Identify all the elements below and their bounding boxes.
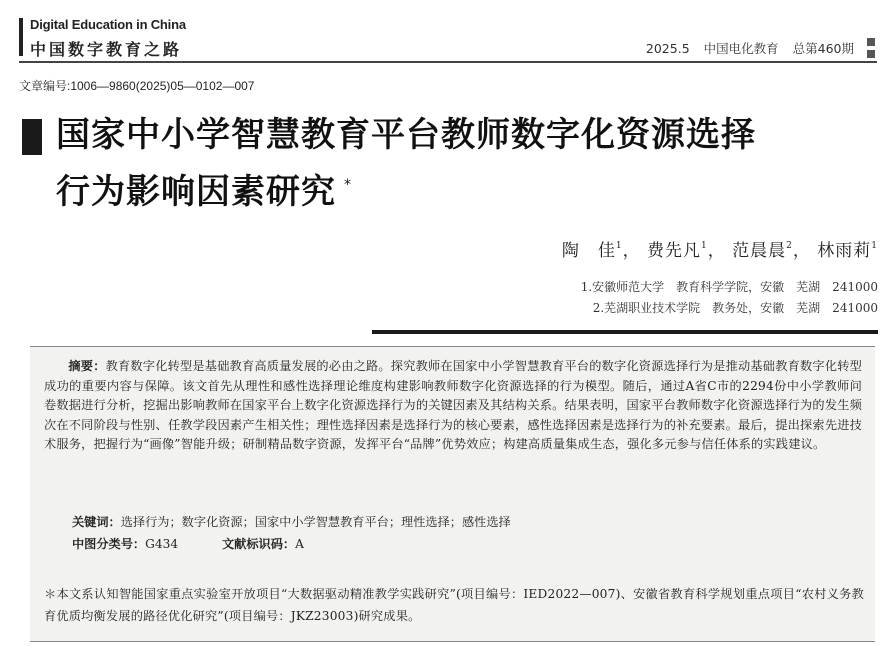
clc-code: G434 — [145, 537, 179, 551]
doc-code-label: 文献标识码： — [222, 537, 296, 551]
abstract — [44, 357, 862, 455]
doc-code: A — [295, 537, 304, 551]
abstract-label: 摘要： — [68, 359, 106, 373]
author-list — [562, 236, 878, 261]
title-footnote-mark: * — [344, 177, 352, 193]
funding-note: ＊本文系认知智能国家重点实验室开放项目“大数据驱动精准教学实践研究”(项目编号：IED2022—007)、安徽省教育科学规划重点项目“农村义务教育优质均衡发展的路径优化研究”(项目编号：JKZ23003)研究成果。 — [44, 587, 864, 623]
title-marker-block — [22, 119, 42, 155]
author-name: 范晨晨 — [732, 241, 787, 261]
keywords-text: 选择行为；数字化资源；国家中小学智慧教育平台；理性选择；感性选择 — [120, 515, 511, 529]
author-affil-mark: 1 — [700, 241, 708, 251]
issue-total: 总第460期 — [792, 41, 854, 56]
author-separator: ， — [622, 241, 641, 261]
keywords-label: 关键词： — [72, 515, 121, 529]
column-title: 中国数字教育之路 — [30, 40, 183, 59]
author-separator: ， — [707, 241, 726, 261]
affiliation-1: 1.安徽师范大学 教育科学学院，安徽 芜湖 241000 — [580, 280, 878, 294]
corner-mark-icon — [867, 38, 875, 58]
affiliation-2: 2.芜湖职业技术学院 教务处，安徽 芜湖 241000 — [592, 301, 878, 315]
clc-label: 中图分类号： — [72, 537, 146, 551]
author-affil-mark: 2 — [786, 241, 793, 251]
journal-name-cn: 中国电化教育 — [703, 41, 779, 56]
author-name: 费先凡 — [646, 241, 701, 261]
header-divider — [19, 61, 877, 63]
abstract-text: 教育数字化转型是基础教育高质量发展的必由之路。探究教师在国家中小学智慧教育平台的数字化资源选择行为是推动基础教育数字化转型成功的重要内容与保障。该文首先从理性和感性选择理论维度构建影响教师数字化资源选择的行为模型。随后，通过A省C市的2294份中小学教师问卷数据进行分析，挖掘出影响教师在国家平台上数字化资源选择行为的关键因素及其结构关系。结果表明，国家平台教师数字化资源选择行为的发生频次在不同阶段与性别、任教学段因素产生相关性；理性选择因素是选择行为的核心要素，感性选择因素是选择行为的补充要素。最后，提出探索先进技术服务，把握行为“画像”智能升级；研制精品数字资源，发挥平台“品牌”优势效应；构建高质量集成生态，强化多元参与信任体系的实践建议。 — [44, 359, 862, 452]
title-rule — [372, 330, 878, 334]
author-affil-mark: 1 — [615, 241, 623, 251]
article-number: 文章编号:1006—9860(2025)05—0102—007 — [19, 79, 255, 93]
author-name: 陶 佳 — [561, 241, 616, 261]
header-accent-bar — [19, 18, 23, 56]
author-separator: ， — [792, 241, 811, 261]
title-line-1: 国家中小学智慧教育平台教师数字化资源选择 — [56, 115, 756, 155]
title-line-2: 行为影响因素研究 — [56, 172, 336, 212]
author-name: 林雨莉 — [817, 241, 872, 261]
journal-name-en: Digital Education in China — [30, 17, 186, 32]
article-title — [56, 110, 876, 217]
classification — [72, 535, 304, 552]
issue-date: 2025.5 — [645, 41, 690, 56]
author-affil-mark: 1 — [871, 241, 878, 251]
issue-info — [646, 39, 854, 57]
keywords — [72, 513, 511, 530]
